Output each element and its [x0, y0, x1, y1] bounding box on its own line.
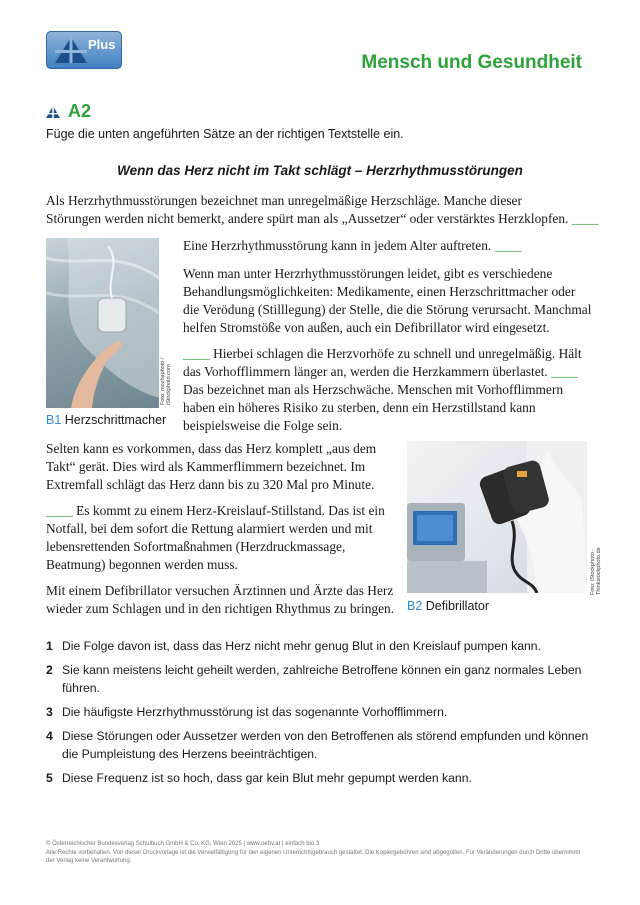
- item-number: 2: [46, 663, 53, 677]
- pacemaker-photo: [46, 238, 159, 408]
- list-item: [46, 661, 591, 697]
- gap-blank: ____: [551, 364, 578, 379]
- item-text: Diese Störungen oder Aussetzer werden von den Betroffenen als störend empfunden und können die Pumpleistung des Herzens beeinträchtigen.: [62, 729, 589, 761]
- list-item: [46, 703, 591, 721]
- difficulty-triangle-icon: [46, 106, 60, 118]
- b2-caption-text: Defibrillator: [425, 599, 489, 613]
- p3-text-2: Das bezeichnet man als Herzschwäche. Menschen mit Vorhofflimmern haben ein höheres Risiko zu sterben, denn ein Herzstillstand kann beispielsweise die Folge sein.: [183, 382, 564, 433]
- subject-title: Mensch und Gesundheit: [361, 52, 582, 73]
- paragraph-1: [183, 237, 593, 255]
- b2-caption: [407, 599, 489, 613]
- b2-label: B2: [407, 599, 423, 613]
- b2-credit: Foto: iStockphoto - Thinkstockphoto.de: [590, 547, 602, 595]
- b1-label: B1: [46, 413, 62, 427]
- plus-logo: [46, 31, 122, 69]
- p3-text-1: Hierbei schlagen die Herzvorhöfe zu schnell und unregelmäßig. Hält das Vorhofflimmern länger an, werden die Herzkammern überlastet.: [183, 346, 582, 379]
- paragraph-6: Mit einem Defibrillator versuchen Ärztinnen und Ärzte das Herz wieder zum Schlagen und in den richtigen Rhythmus zu bringen.: [46, 583, 395, 616]
- item-text: Diese Frequenz ist so hoch, dass gar kein Blut mehr gepumpt werden kann.: [62, 771, 472, 785]
- paragraph-5: [46, 502, 396, 574]
- list-item: [46, 727, 591, 763]
- footer: [46, 840, 586, 866]
- item-number: 4: [46, 729, 53, 743]
- item-number: 1: [46, 639, 53, 653]
- footer-rights: Alle Rechte vorbehalten. Von dieser Druckvorlage ist die Vervielfältigung für den eigenen Unterrichtsgebrauch gestattet. Die Kopiergebühren sind abgegolten. Für Veränderungen durch Dritte übernimmt der Verlag keine Verantwortung.: [46, 849, 581, 864]
- intro-line-1: Als Herzrhythmusstörungen bezeichnet man unregelmäßige Herzschläge. Manche dieser: [46, 193, 522, 208]
- sentence-list: [46, 637, 591, 793]
- task-heading: [46, 101, 91, 122]
- item-number: 5: [46, 771, 53, 785]
- intro-paragraph: [46, 192, 606, 228]
- paragraph-4: Selten kann es vorkommen, dass das Herz komplett „aus dem Takt“ gerät. Dies wird als Kammerflimmern bezeichnet. Im Extremfall schlägt das Herz dann bis zu 320 Mal pro Minute.: [46, 441, 377, 492]
- article-title: Wenn das Herz nicht im Takt schlägt – Herzrhythmusstörungen: [117, 163, 523, 178]
- gap-blank: ____: [183, 346, 210, 361]
- item-text: Die Folge davon ist, dass das Herz nicht mehr genug Blut in den Kreislauf pumpen kann.: [62, 639, 541, 653]
- paragraph-3: [183, 345, 593, 435]
- logo-text: Plus: [88, 37, 116, 52]
- task-label: A2: [68, 101, 92, 121]
- gap-blank: ____: [46, 503, 73, 518]
- b1-caption-text: Herzschrittmacher: [64, 413, 167, 427]
- list-item: [46, 769, 591, 787]
- intro-line-2: Störungen werden nicht bemerkt, andere spürt man als „Aussetzer“ oder verstärktes Herzklopfen.: [46, 211, 569, 226]
- footer-copyright: © Österreichischer Bundesverlag Schulbuch GmbH & Co. KG, Wien 2025 | www.oebv.at | einfach bio 3: [46, 841, 320, 847]
- p5-text: Es kommt zu einem Herz-Kreislauf-Stillstand. Das ist ein Notfall, bei dem sofort die Rettung alarmiert werden und mit lebensrettenden Sofortmaßnahmen (Herzdruckmassage, Beatmung) begonnen werden muss.: [46, 503, 385, 572]
- list-item: [46, 637, 591, 655]
- item-text: Die häufigste Herzrhythmusstörung ist das sogenannte Vorhofflimmern.: [62, 705, 448, 719]
- b1-caption: [46, 413, 166, 427]
- item-number: 3: [46, 705, 53, 719]
- paragraph-2: Wenn man unter Herzrhythmusstörungen leidet, gibt es verschiedene Behandlungsmöglichkeiten: Medikamente, einen Herzschrittmacher oder die Verödung (Stilllegung) der Stelle, die die Störung verursacht. Manchmal helfen Stromstöße von außen, auch ein Defibrillator wird eingesetzt.: [183, 266, 592, 335]
- b1-credit: Foto: mozhaphoto / iStockphoto.com: [160, 357, 172, 405]
- item-text: Sie kann meistens leicht geheilt werden, zahlreiche Betroffene können ein ganz normales Leben führen.: [62, 663, 582, 695]
- task-instruction: Füge die unten angeführten Sätze an der richtigen Textstelle ein.: [46, 127, 404, 141]
- gap-blank: ____: [571, 211, 599, 226]
- defibrillator-photo: [407, 441, 587, 593]
- gap-blank: ____: [494, 238, 522, 253]
- p1-text: Eine Herzrhythmusstörung kann in jedem Alter auftreten.: [183, 238, 492, 253]
- triangle-logo-icon: [54, 36, 88, 64]
